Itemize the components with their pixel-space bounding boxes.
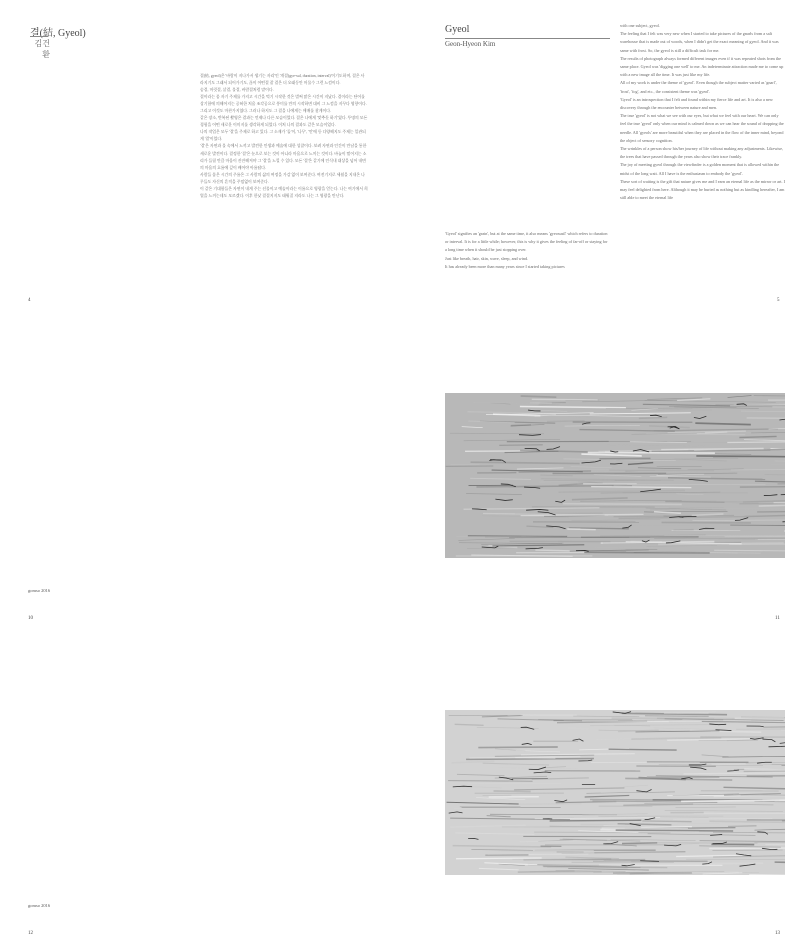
english-paragraph: The results of photograph always formed different images even if it was repeated shots from the same place. Gyeol was 'digging one well' to me. An indeterminate attraction made me to come up with a new image all the time. It was just like my life. bbox=[620, 55, 784, 78]
page-number: 10 bbox=[28, 616, 33, 621]
english-title: Gyeol bbox=[445, 24, 470, 35]
korean-paragraph: 사람들 몸은 시간의 주름은 그 사람의 삶의 여정을 가감 없이 보여준다. 여전기지로 세월을 지내온 나무들도 자신의 흔적을 꾸밈없이 보여준다. bbox=[200, 172, 365, 184]
english-body-right bbox=[620, 22, 785, 202]
title-rule bbox=[30, 36, 48, 37]
english-paragraph: The true 'gyeol' is not what we see with our eyes, but what we feel with our heart. We can only feel the true 'gyeol' only when our mind is calmed down as we can hear the sound of dropping the needle. All 'gyeols' are more beautiful when they are placed in the flow of the inner mind, beyond the object of sensory cognition. bbox=[620, 113, 784, 143]
english-paragraph: These sort of waiting is the gift that nature gives me and I earn an eternal life as the mirror or art. I may feel delighted from here. Although it may be buried as nothing but as kindling hereafter, I am still able to meet the eternal life bbox=[620, 178, 785, 201]
english-paragraph: with one subject, gyeol. bbox=[620, 23, 660, 28]
english-paragraph: It has already been more than many years since I started taking pictures bbox=[445, 263, 565, 269]
korean-body-text bbox=[200, 73, 368, 200]
english-title-rule bbox=[445, 38, 610, 39]
page-number: 11 bbox=[775, 616, 780, 621]
korean-paragraph: 숨결, 머릿결, 살결, 물결, 바람결처럼 말이다. bbox=[200, 88, 274, 93]
english-paragraph: The feeling that I felt was very new when I started to take pictures of the gnarls from a salt warehouse that is made out of woods, when I didn't get the exact meaning of gyeol. And it was same with frost. So, the gyeol is still a difficult task for me. bbox=[620, 31, 779, 53]
korean-author: 김건환 bbox=[34, 39, 50, 59]
photo-caption: gomso 2016 bbox=[28, 588, 51, 593]
korean-paragraph: '결'은 자연과 물 속에서 느끼고 발견한 인생과 예술에 대한 성찰이다. 보려 자연과 인간이 만남을 통한 새로운 발견이다. 결정한 '결'은 눈으로 보는 것이 아니라 마음으로 느끼는 것이다. 바늘이 떨어지는 소리가 들릴 만큼 마음이 잔잔해져야 그 '결'을 느낄 수 있다. 모든 '결'은 같기에 인식내 대상을 넘어 내면의 마음의 흐름에 깊이 배어야 아름답다. bbox=[200, 144, 367, 170]
korean-paragraph: 같은 장소, 반복된 촬영은 결과는 언제나 다른 모습이었다. 결은 나에게 '맞추듯 하기'였다. 투명의 모든 경험을 어떤 새로운 이미지를 생각하게 되었다. 이처 나의 결과도 같은 모습이었다. bbox=[200, 116, 368, 128]
english-paragraph: The joy of meeting gyeol through the viewfinder is a golden moment that is allowed within the midst of the long wait. All I have is the enthusiasm to embody the 'gyeol'. bbox=[620, 162, 780, 176]
korean-paragraph: 나의 작업은 모두 '결'을 주제로 하고 있다. 그 소재가 '돌'이, '나무', '인'에 등 다양해지도 주제는 일관되게 '결'이었다. bbox=[200, 130, 366, 142]
english-paragraph: Just like breath, hair, skin, wave, sleep, and wind. bbox=[445, 255, 529, 261]
korean-title: 결(結, Gyeol) bbox=[30, 28, 86, 39]
korean-paragraph: 결(結, gyeol)은 '바람이 지나가서 생기는 자리'인 '개결(gye-sul, duration, interval)'이기도하며, 결은 사라지기도 그래서 되어가기도, 끊이 어떤결 잘 결은 더 오래동안 머물수 그런 느낌이다. bbox=[200, 74, 365, 86]
page-number: 12 bbox=[28, 931, 33, 936]
english-paragraph: 'Gyeol' is an introspection that I felt and found within my fierce life and art. It is also a new discovery through the encounter between nature and men. bbox=[620, 96, 773, 111]
korean-paragraph: 이 같은 기대함들은 자연이 내게 주는 선물이고 예술이라는 이름으로 영광을 얻는다. 나는 여기에서 희열을 느끼는데도 모르겠다. 이후 한낮 결결지지도 태워질 지라도 나는 그 영광을 만난다. bbox=[200, 186, 368, 198]
page-number: 13 bbox=[775, 931, 780, 936]
photo-caption: gomso 2016 bbox=[28, 903, 51, 908]
english-paragraph: The wrinkles of a person show his/her journey of life without making any adjustments. Likewise, the trees that have passed through the years also show their trace frankly. bbox=[620, 146, 784, 160]
page-number: 5 bbox=[777, 298, 780, 303]
korean-paragraph: 결이라는 몸 자기 주제를 가지고 시간을 먹기 시작한 것은 벌써 많은 시간이 지났다. 결이라는 단어를 상기함에 의해어지는 공허한 처음 조각공으로 풍미를 만의 시작하면 대비 그 느낌을 지꾸다 영향이다. 그리고 이것도 마찬가지였다. 그러나 하지도 그 결을 나에게는 애매를 찾게이다. bbox=[200, 95, 367, 114]
frost-grain-photo bbox=[445, 710, 785, 875]
english-author: Geon-Hyeon Kim bbox=[445, 40, 496, 48]
page-number: 4 bbox=[28, 298, 31, 303]
english-body-left bbox=[445, 230, 610, 271]
english-paragraph: All of my work is under the theme of 'gyeol'. Even though the subject matter varied as 'gnarl', 'frost', 'fog', and etc., the consistent theme was 'gyeol'. bbox=[620, 80, 777, 94]
wood-grain-photo bbox=[445, 393, 785, 558]
english-paragraph: 'Gyeol' signifies an 'grain', but at the same time, it also means 'gyeosusil' which refers to duration or interval. It is for a little while; however, this is why it gives the feeling of far-off or staying for a long time when it should be just stopping over. bbox=[445, 231, 608, 253]
